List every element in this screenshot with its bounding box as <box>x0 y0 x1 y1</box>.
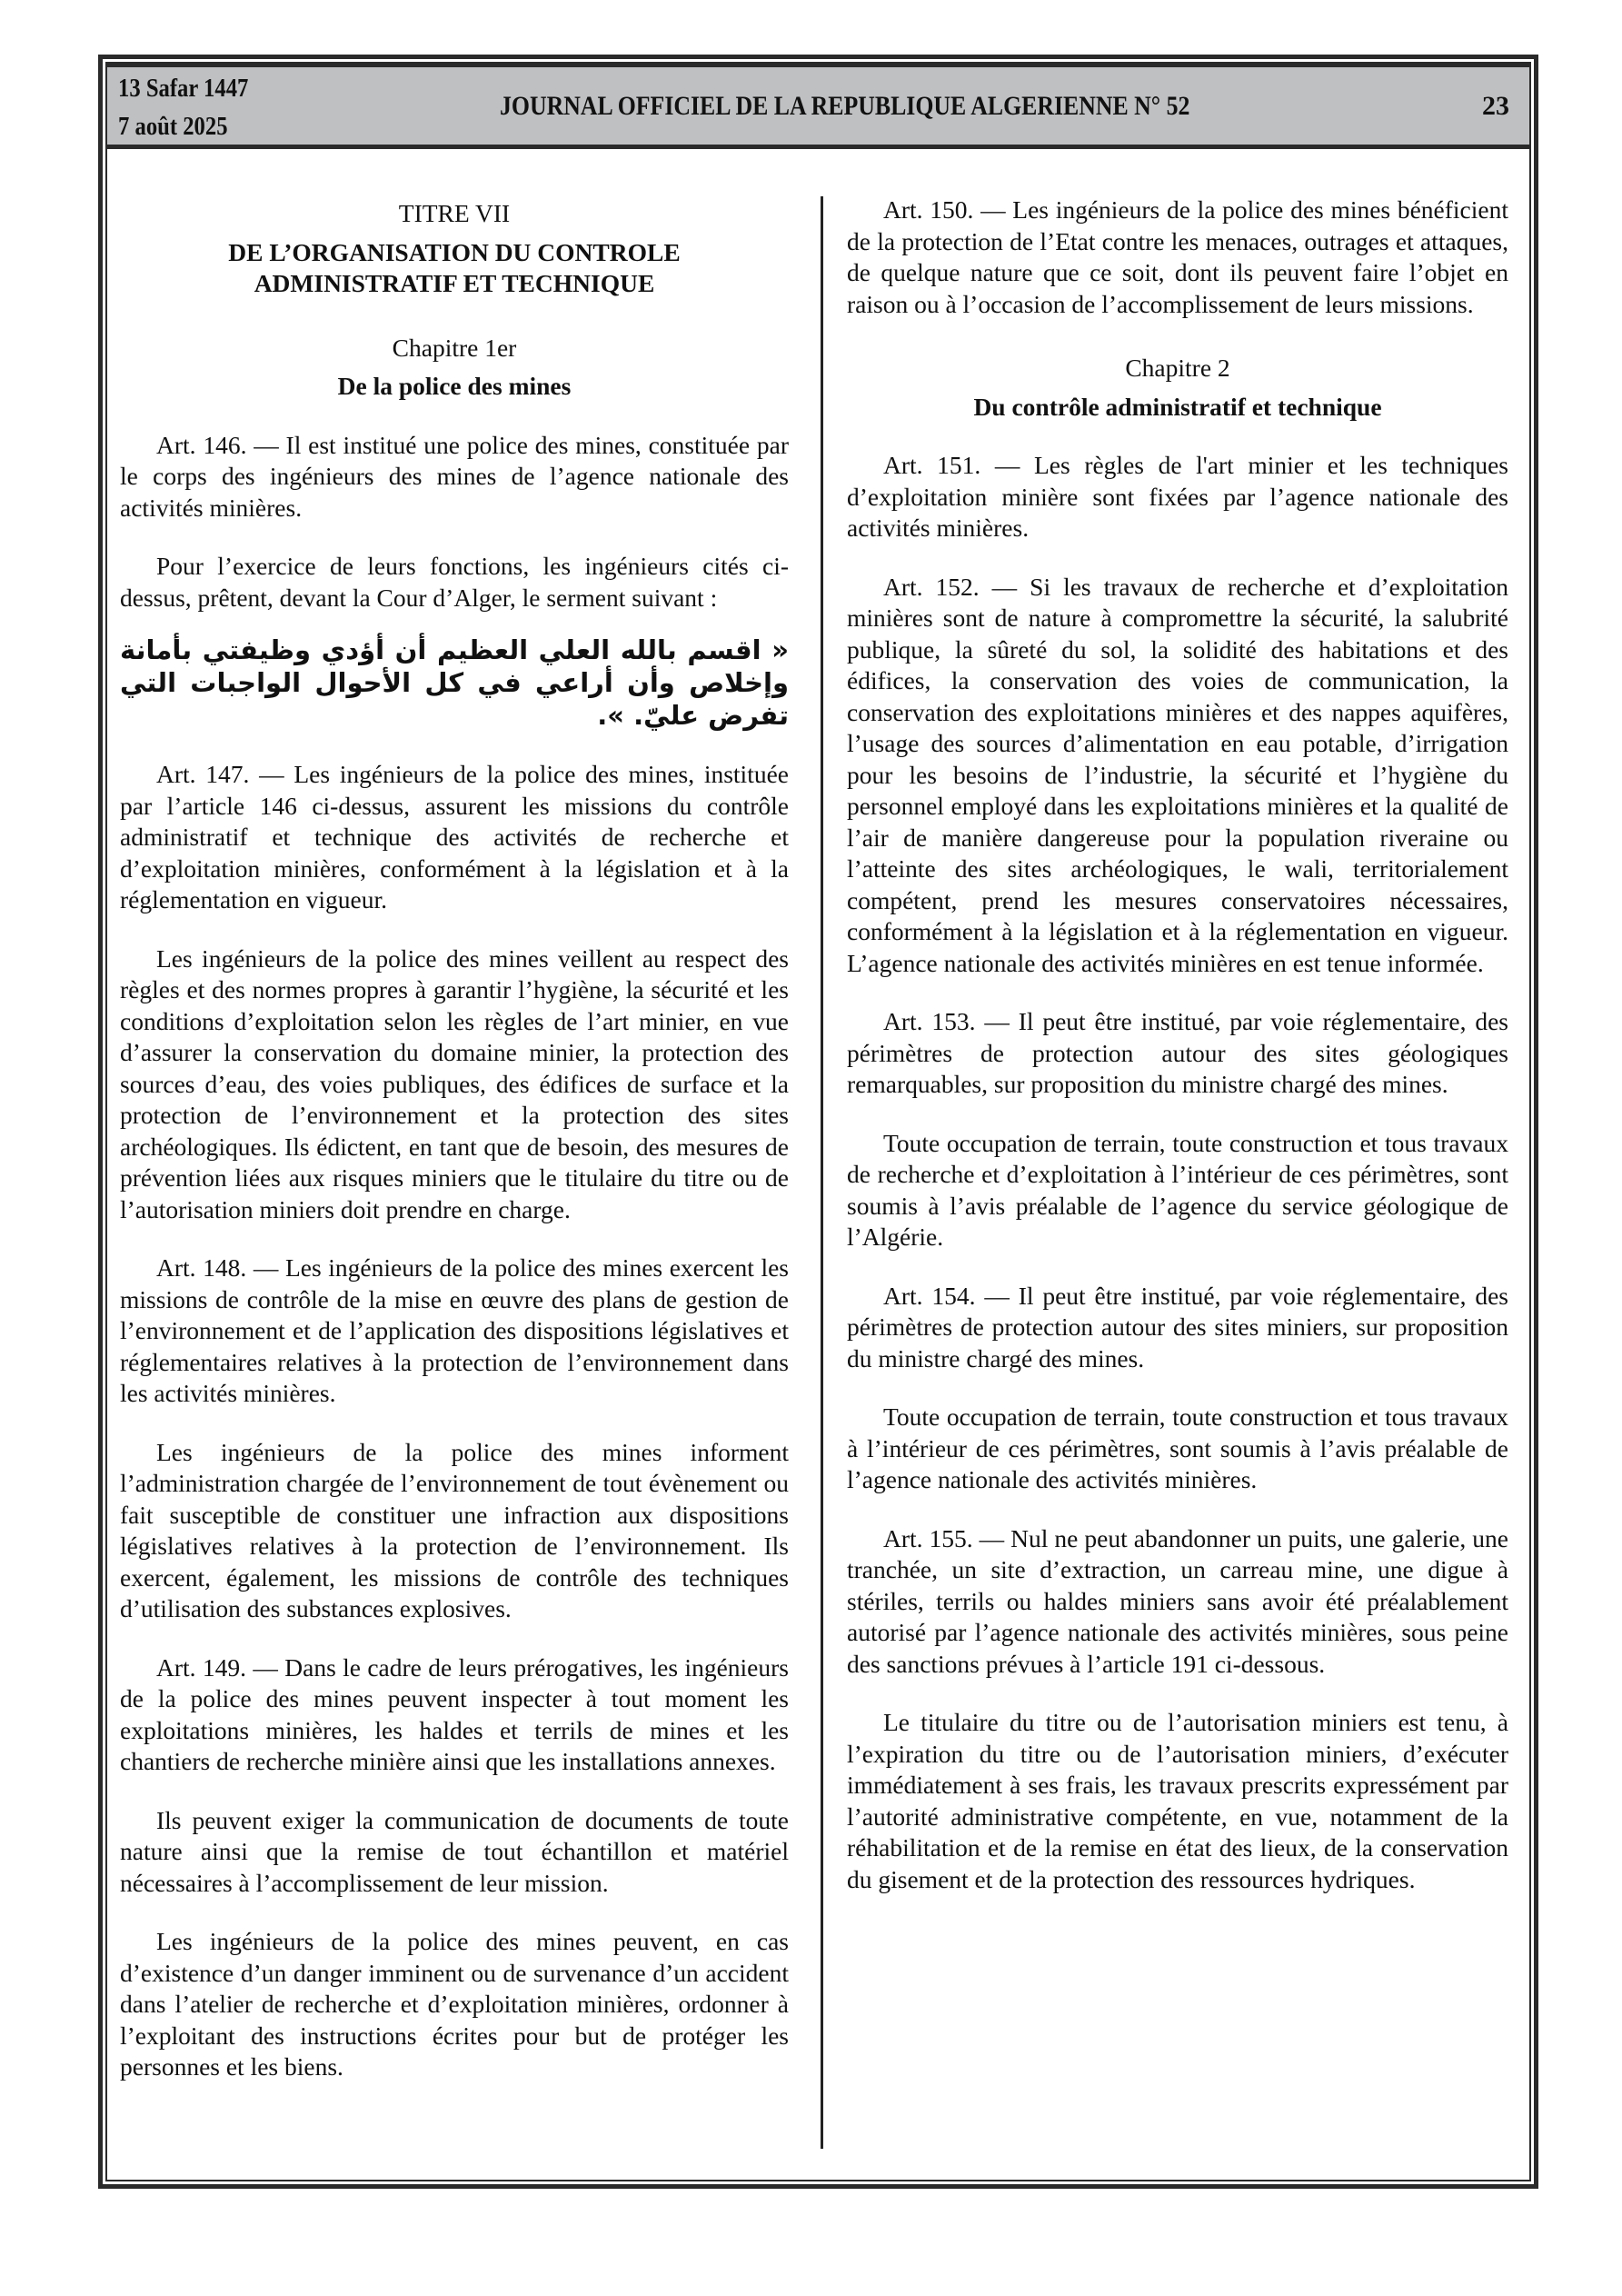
chapter-2-heading: Chapitre 2 <box>1125 354 1230 382</box>
article-155: Art. 155. — Nul ne peut abandonner un puits, une galerie, une tranchée, un site d’extraction, un carreau mine, une digue à stériles, terrils ou haldes miniers sans avoir été préalablement autorisé par l’agence nationale des activités minières, sous peine des sanctions prévues à l’article 191 ci-dessous. <box>847 1523 1508 1678</box>
journal-title: JOURNAL OFFICIEL DE LA REPUBLIQUE ALGERIENNE N° 52 <box>500 91 1190 121</box>
left-column <box>120 198 789 2083</box>
gregorian-date: 7 août 2025 <box>118 112 228 141</box>
hijri-date: 13 Safar 1447 <box>118 74 249 103</box>
chapter-2-title: Du contrôle administratif et technique <box>973 392 1382 421</box>
article-150: Art. 150. — Les ingénieurs de la police des mines bénéficient de la protection de l’Etat contre les menaces, outrages et attaques, de quelque nature que ce soit, dont ils peuvent faire l’objet en raison ou à l’occasion de l’accomplissement de leurs missions. <box>847 195 1508 318</box>
article-153: Art. 153. — Il peut être institué, par voie réglementaire, des périmètres de protection autour des sites géologiques remarquables, sur proposition du ministre chargé des mines. <box>847 1007 1508 1098</box>
article-154-para-2: Toute occupation de terrain, toute construction et tous travaux à l’intérieur de ces périmètres, sont soumis à l’avis préalable de l’agence nationale des activités minières. <box>847 1403 1508 1493</box>
chapter-heading: Chapitre 1er <box>392 333 517 362</box>
oath-arabic: « اقسم بالله العلي العظيم أن أؤدي وظيفتي بأمانة وإخلاص وأن أراعي في كل الأحوال الواجبات التي تفرض عليّ. ». <box>120 634 789 731</box>
page-number: 23 <box>1482 91 1509 121</box>
titre-name-line-2: ADMINISTRATIF ET TECHNIQUE <box>254 269 655 297</box>
article-153-para-2: Toute occupation de terrain, toute construction et tous travaux de recherche et d’exploitation à l’intérieur de ces périmètres, sont soumis à l’avis préalable de l’agence du service géologique de l’Algérie. <box>847 1128 1508 1251</box>
article-149: Art. 149. — Dans le cadre de leurs prérogatives, les ingénieurs de la police des mines peuvent inspecter à tout moment les exploitations minières, les haldes et terrils de mines et les chantiers de recherche minière ainsi que les installations annexes. <box>120 1652 789 1775</box>
titre-name-line-1: DE L’ORGANISATION DU CONTROLE <box>228 237 681 266</box>
article-154: Art. 154. — Il peut être institué, par voie réglementaire, des périmètres de protection autour des sites miniers, sur proposition du ministre chargé des mines. <box>847 1281 1508 1373</box>
column-divider <box>821 196 823 2149</box>
titre-number: TITRE VII <box>398 199 511 227</box>
article-149-para-3: Les ingénieurs de la police des mines peuvent, en cas d’existence d’un danger imminent ou de survenance d’un accident dans l’atelier de recherche et d’exploitation minières, ordonner à l’exploitant des instructions écrites pour but de protéger les personnes et les biens. <box>120 1927 789 2081</box>
right-column <box>847 195 1508 1895</box>
oath-intro: Pour l’exercice de leurs fonctions, les ingénieurs cités ci-dessus, prêtent, devant la Cour d’Alger, le serment suivant : <box>120 552 789 612</box>
article-151: Art. 151. — Les règles de l'art minier et les techniques d’exploitation minière sont fixées par l’agence nationale des activités minières. <box>847 451 1508 542</box>
article-147: Art. 147. — Les ingénieurs de la police des mines, instituée par l’article 146 ci-dessus, assurent les missions du contrôle administratif et technique des activités de recherche et d’exploitation minières, conformément à la législation et à la réglementation en vigueur. <box>120 760 789 913</box>
article-146: Art. 146. — Il est institué une police des mines, constituée par le corps des ingénieurs des mines de l’agence nationale des activités minières. <box>120 430 789 522</box>
article-148: Art. 148. — Les ingénieurs de la police des mines exercent les missions de contrôle de la mise en œuvre des plans de gestion de l’environnement et de l’application des dispositions législatives et réglementaires relatives à la protection de l’environnement dans les activités minières. <box>120 1253 789 1407</box>
article-147-para-2: Les ingénieurs de la police des mines veillent au respect des règles et des normes propres à garantir l’hygiène, la sécurité et les conditions d’exploitation selon les règles de l’art minier, en vue d’assurer la conservation du domaine minier, la protection des sources d’eau, des voies publiques, des édifices de surface et la protection de l’environnement et la protection des sites archéologiques. Ils édictent, en tant que de besoin, des mesures de prévention liées aux risques miniers que le titulaire du titre ou de l’autorisation miniers doit prendre en charge. <box>120 943 789 1223</box>
chapter-title: De la police des mines <box>337 372 572 400</box>
article-148-para-2: Les ingénieurs de la police des mines informent l’administration chargée de l’environnement de tout évènement ou fait susceptible de constituer une infraction aux dispositions législatives relatives à la protection de l’environnement. Ils exercent, également, les missions de contrôle des techniques d’utilisation des substances explosives. <box>120 1437 789 1622</box>
article-149-para-2: Ils peuvent exiger la communication de documents de toute nature ainsi que la remise de tout échantillon et matériel nécessaires à l’accomplissement de leur mission. <box>120 1805 789 1897</box>
article-152: Art. 152. — Si les travaux de recherche et d’exploitation minières sont de nature à compromettre la sécurité, la salubrité publique, la sûreté du sol, la solidité des habitations et des édifices, la conservation des voies de communication, la conservation des exploitations minières et des nappes aquifères, l’usage des sources d’alimentation en eau potable, d’irrigation pour les besoins de l’industrie, la sécurité et l’hygiène du personnel employé dans les exploitations minières et la qualité de l’air de manière dangereuse pour la population riveraine ou l’atteinte des sites archéologiques, le wali, territorialement compétent, prend les mesures conservatoires nécessaires, conformément à la législation et à la réglementation en vigueur. L’agence nationale des activités minières en est tenue informée. <box>847 572 1508 977</box>
journal-header <box>107 64 1529 149</box>
article-155-para-2: Le titulaire du titre ou de l’autorisation miniers est tenu, à l’expiration du titre ou de l’autorisation miniers, d’exécuter immédiatement à ses frais, les travaux prescrits expressément par l’autorité administrative compétente, en vue, notamment de la réhabilitation et de la remise en état des lieux, de la conservation du gisement et de la protection des ressources hydriques. <box>847 1708 1508 1893</box>
